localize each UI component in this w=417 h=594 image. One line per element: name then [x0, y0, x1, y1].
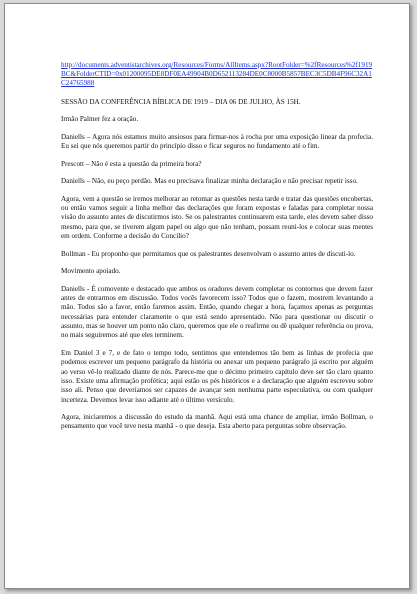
paragraph: Agora, iniciaremos a discussão do estudo da manhã. Aqui está uma chance de ampliar, irmão Bollman, o pensamento que você teve nesta manhã - o que deseja. Esta aberto para perguntas sobre observação. [61, 413, 373, 431]
paragraph: Irmão Palmer fez a oração. [61, 115, 139, 124]
paragraph: Daniells - É comovente e destacado que ambos os oradores devem completar os contornos que devem fazer antes de entrarmos em discussão. Todos vocês favorecem isso? Todos que o fazem, mostrem levantando a mão. Todos são a favor, então faremos assim. Então, quando chegar a hora, façamos apenas as perguntas necessárias para entender claramente o que está sendo apresentado. Não para questionar ou discutir o assunto, mas se houver um ponto não claro, queremos que ele o reafirme ou dê qualquer referência ou prova, no mais seguiremos até que eles terminem. [61, 284, 373, 340]
paragraph: Daniells – Não, eu peço perdão. Mas eu precisava finalizar minha declaração e não precisar repetir isso. [61, 177, 358, 186]
paragraph: Em Daniel 3 e 7, e de fato o tempo todo, sentimos que entendemos tão bem as linhas de profecia que podemos escrever um pequeno parágrafo da história ou anexar um pequeno parágrafo já escrito por alguém ao verso vê-lo realizado diante de nós. Parece-me que o décimo primeiro capítulo deve ser tão claro quanto isso. Existe uma afirmação profética; aqui estão os pés históricos e a declaração que alguém escreveu sobre isso ali. Penso que deveríamos ser capazes de avançar sem nenhuma parte especulativa, ou com qualquer incerteza. Devemos levar isso adiante até o último versículo. [61, 348, 373, 404]
document-page [4, 3, 410, 589]
paragraph: Prescott – Não é esta a questão da primeira hora? [61, 159, 202, 168]
paragraph: Daniells – Agora nós estamos muito ansiosos para firmar-nos à rocha por uma exposição linear da profecia. Eu sei que nós queremos partir do princípio disso e ficar seguros no fundamento até o fim. [61, 132, 373, 151]
paragraph: Movimento apoiado. [61, 267, 121, 276]
document-body [61, 61, 373, 440]
paragraph: Agora, vem a questão se iremos melhorar ao retomar as questões nesta tarde e tratar das questões encobertas, ou então vamos seguir a linha melhor das declarações que foram expostas e faladas para completar nossa visão do assunto antes de discutirmos isto. Se os palestrantes continuarem esta tarde, eles devem saber disso mesmo, para que, se tiverem algum papel ou algo que não tenham, possam reuni-los e colocar suas mentes em ordem. Conforme a decisão do Concílio? [61, 194, 373, 240]
paragraph: Bollman - Eu proponho que permitamos que os palestrantes desenvolvam o assunto antes de discuti-lo. [61, 249, 356, 258]
session-heading: SESSÃO DA CONFERÊNCIA BÍBLICA DE 1919 – DIA 06 DE JULHO, ÀS 15H. [61, 97, 301, 106]
source-link[interactable]: http://documents.adventistarchives.org/Resources/Forms/AllItems.aspx?RootFolder=%2fResources%2f1919BC&FolderCTID=0x01200095DE8DF0EA49904B0D652113284DE0C8000B5857BEC3C5DB4F96C32A1C24765988 [61, 61, 373, 88]
